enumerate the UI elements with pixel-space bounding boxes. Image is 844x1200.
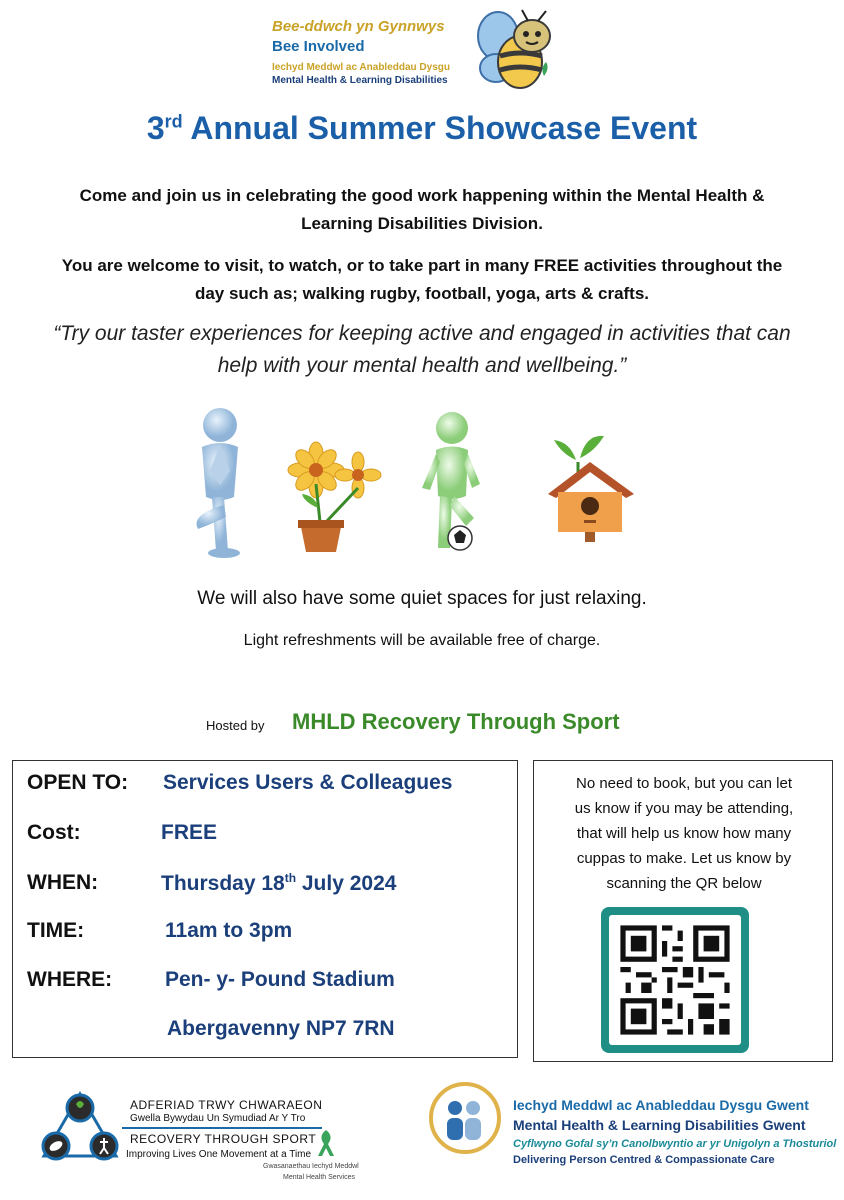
logo-english-title: Bee Involved xyxy=(272,38,365,55)
gwent-mhld-logo-icon xyxy=(425,1078,505,1158)
football-figure-icon xyxy=(418,410,488,555)
open-to-value: Services Users & Colleagues xyxy=(163,771,453,794)
rts-english-tagline: Improving Lives One Movement at a Time xyxy=(126,1149,312,1160)
bee-logo-icon xyxy=(470,6,560,96)
booking-box xyxy=(533,760,833,1062)
when-value: Thursday 18th July 2024 xyxy=(161,871,397,895)
logo-welsh-subtitle: Iechyd Meddwl ac Anableddau Dysgu xyxy=(272,62,450,73)
yoga-figure-icon xyxy=(180,405,260,560)
booking-text: No need to book, but you can let us know if you may be attending, that will help us know how many cuppas to make. Let us know by scanning the QR below xyxy=(574,775,794,892)
rts-service-english: Mental Health Services xyxy=(283,1174,355,1181)
quiet-spaces-text: We will also have some quiet spaces for just relaxing. xyxy=(197,588,647,609)
gwent-welsh-tagline: Cyflwyno Gofal sy’n Canolbwyntio ar yr Unigolyn a Thosturiol xyxy=(513,1138,837,1150)
rts-divider xyxy=(122,1127,322,1129)
birdhouse-icon xyxy=(540,432,640,542)
open-to-label: OPEN TO: xyxy=(27,771,129,794)
where-value-2: Abergavenny NP7 7RN xyxy=(167,1017,395,1040)
rts-service-welsh: Gwasanaethau Iechyd Meddwl xyxy=(263,1163,359,1170)
time-label: TIME: xyxy=(27,919,85,942)
gwent-english-title: Mental Health & Learning Disabilities Gwent xyxy=(513,1117,806,1133)
gwent-welsh-title: Iechyd Meddwl ac Anableddau Dysgu Gwent xyxy=(513,1097,809,1113)
rts-english-title: RECOVERY THROUGH SPORT xyxy=(130,1132,317,1146)
logo-english-subtitle: Mental Health & Learning Disabilities xyxy=(272,75,448,86)
cost-label: Cost: xyxy=(27,821,81,844)
where-value: Pen- y- Pound Stadium xyxy=(165,968,395,991)
qr-code[interactable] xyxy=(601,907,749,1053)
logo-welsh-title: Bee-ddwch yn Gynnwys xyxy=(272,18,445,35)
flower-pot-icon xyxy=(282,440,382,555)
refreshments-text: Light refreshments will be available free of charge. xyxy=(243,632,601,649)
host-name: MHLD Recovery Through Sport xyxy=(292,709,620,734)
where-label: WHERE: xyxy=(27,968,113,991)
gwent-english-tagline: Delivering Person Centred & Compassionate Care xyxy=(513,1154,775,1166)
time-value: 11am to 3pm xyxy=(165,919,293,942)
intro-paragraph-2: You are welcome to visit, to watch, or to take part in many FREE activities throughout the day such as; walking rugby, football, yoga, arts & crafts. xyxy=(61,256,783,303)
page-title: 3rd Annual Summer Showcase Event xyxy=(146,110,698,146)
hosted-by-label: Hosted by xyxy=(206,718,265,733)
qr-code-icon xyxy=(609,915,741,1045)
recovery-through-sport-logo-icon xyxy=(40,1090,120,1162)
cost-value: FREE xyxy=(161,821,218,844)
green-ribbon-icon xyxy=(316,1128,336,1158)
when-label: WHEN: xyxy=(27,871,99,894)
rts-welsh-title: ADFERIAD TRWY CHWARAEON xyxy=(130,1098,323,1112)
rts-welsh-tagline: Gwella Bywydau Un Symudiad Ar Y Tro xyxy=(130,1113,306,1124)
intro-paragraph-1: Come and join us in celebrating the good work happening within the Mental Health & Learning Disabilities Division. xyxy=(79,186,765,233)
event-details-box xyxy=(12,760,518,1058)
quote-text: “Try our taster experiences for keeping active and engaged in activities that can help with your mental health and wellbeing.” xyxy=(53,322,791,377)
